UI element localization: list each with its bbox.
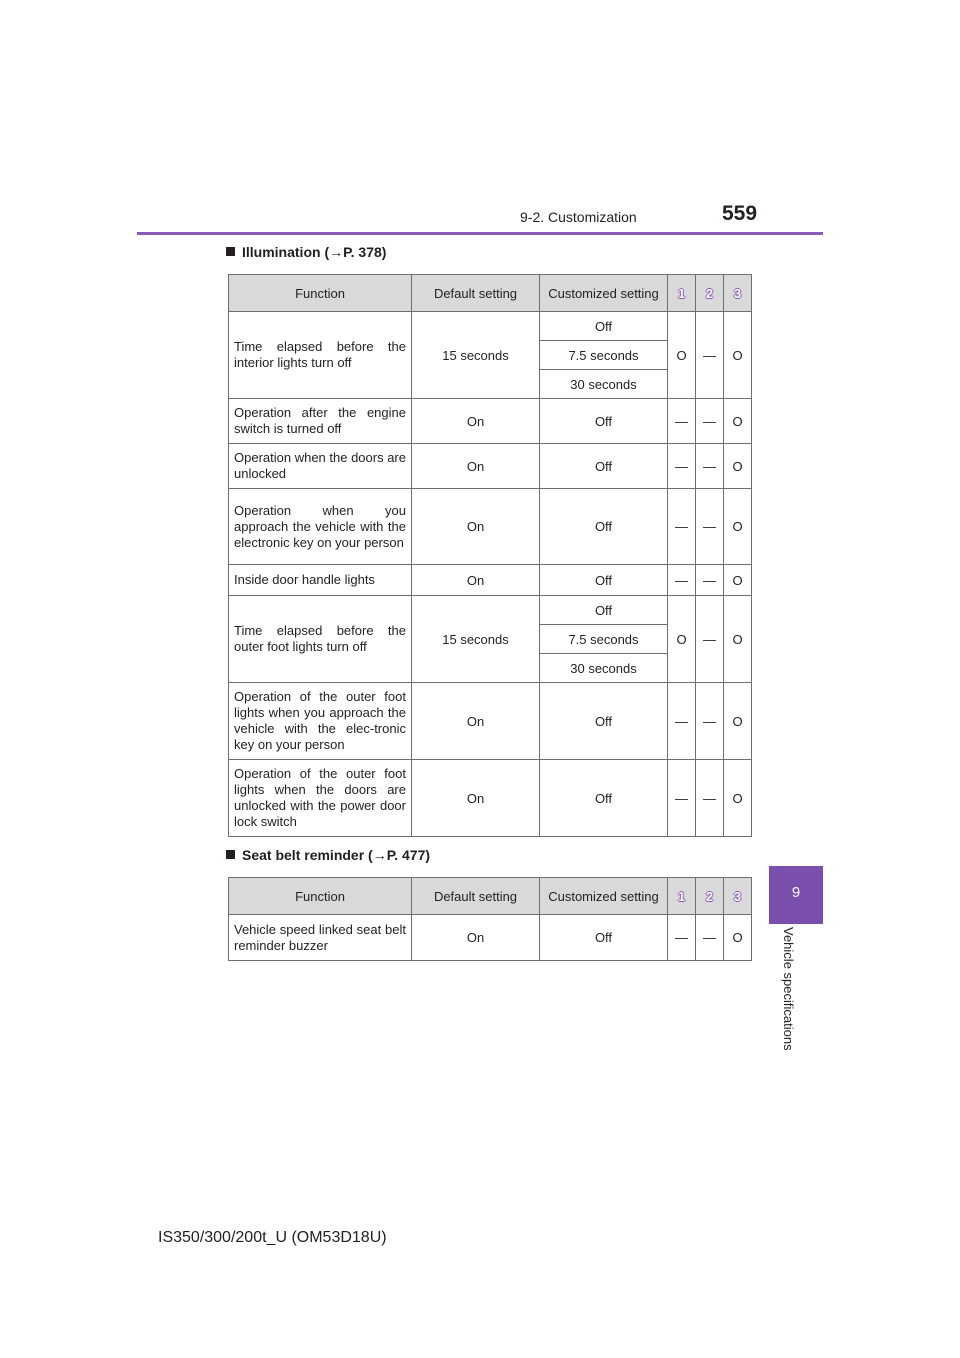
table-row: [229, 596, 752, 625]
function-cell: Operation after the engine switch is turned off: [229, 399, 412, 444]
custom-cell: Off: [540, 760, 668, 837]
option-cell: 30 seconds: [540, 654, 668, 683]
col3-cell: O: [724, 915, 752, 961]
function-cell: Inside door handle lights: [229, 565, 412, 596]
table-row: [229, 489, 752, 565]
function-cell: Operation of the outer foot lights when the doors are unlocked with the power door lock switch: [229, 760, 412, 837]
custom-cell: Off: [540, 444, 668, 489]
col3-cell: O: [724, 565, 752, 596]
col3-cell: O: [724, 683, 752, 760]
table-row: [229, 683, 752, 760]
number-1-icon: 1: [677, 285, 686, 301]
option-cell: Off: [540, 312, 668, 341]
col2-cell: —: [696, 399, 724, 444]
custom-cell: Off: [540, 489, 668, 565]
section-title: 9-2. Customization: [520, 209, 637, 225]
function-cell: Vehicle speed linked seat belt reminder buzzer: [229, 915, 412, 961]
header-function: Function: [229, 878, 412, 915]
illumination-table: [228, 274, 752, 837]
illumination-title-text: Illumination (→P. 378): [242, 244, 387, 260]
col2-cell: —: [696, 915, 724, 961]
header-col-2: [696, 878, 724, 915]
col1-cell: O: [668, 312, 696, 399]
col1-cell: —: [668, 760, 696, 837]
col2-cell: —: [696, 683, 724, 760]
page-number: 559: [722, 202, 758, 225]
option-cell: Off: [540, 596, 668, 625]
col2-cell: —: [696, 444, 724, 489]
table-header-row: [229, 275, 752, 312]
table-row: [229, 444, 752, 489]
header-col-1: [668, 878, 696, 915]
col3-cell: O: [724, 760, 752, 837]
function-cell: Time elapsed before the outer foot lights turn off: [229, 596, 412, 683]
col1-cell: —: [668, 399, 696, 444]
number-2-icon: 2: [705, 888, 714, 904]
header-default: Default setting: [412, 878, 540, 915]
header-col-3: [724, 878, 752, 915]
default-cell: 15 seconds: [412, 312, 540, 399]
function-cell: Time elapsed before the interior lights turn off: [229, 312, 412, 399]
default-cell: On: [412, 760, 540, 837]
default-cell: On: [412, 565, 540, 596]
custom-cell: Off: [540, 399, 668, 444]
default-cell: On: [412, 399, 540, 444]
col2-cell: —: [696, 565, 724, 596]
col3-cell: O: [724, 489, 752, 565]
table-row: [229, 312, 752, 341]
custom-cell: Off: [540, 915, 668, 961]
number-2-icon: 2: [705, 285, 714, 301]
seatbelt-table: [228, 877, 752, 961]
seatbelt-title: [226, 847, 430, 863]
custom-cell: Off: [540, 683, 668, 760]
custom-cell: Off: [540, 565, 668, 596]
col3-cell: O: [724, 596, 752, 683]
chapter-label: Vehicle specifications: [781, 927, 796, 1051]
header-function: Function: [229, 275, 412, 312]
function-cell: Operation of the outer foot lights when you approach the vehicle with the elec-tronic key on your person: [229, 683, 412, 760]
col1-cell: O: [668, 596, 696, 683]
bullet-square-icon: [226, 850, 235, 859]
default-cell: On: [412, 489, 540, 565]
bullet-square-icon: [226, 247, 235, 256]
col1-cell: —: [668, 444, 696, 489]
col2-cell: —: [696, 489, 724, 565]
default-cell: On: [412, 444, 540, 489]
table-row: [229, 399, 752, 444]
table-row: [229, 565, 752, 596]
header-custom: Customized setting: [540, 878, 668, 915]
default-cell: 15 seconds: [412, 596, 540, 683]
number-3-icon: 3: [733, 285, 742, 301]
header-col-3: [724, 275, 752, 312]
col1-cell: —: [668, 915, 696, 961]
option-cell: 7.5 seconds: [540, 625, 668, 654]
number-3-icon: 3: [733, 888, 742, 904]
illumination-title: [226, 244, 386, 260]
col3-cell: O: [724, 444, 752, 489]
table-header-row: [229, 878, 752, 915]
number-1-icon: 1: [677, 888, 686, 904]
header-default: Default setting: [412, 275, 540, 312]
table-row: [229, 915, 752, 961]
header-col-1: [668, 275, 696, 312]
col3-cell: O: [724, 312, 752, 399]
col1-cell: —: [668, 683, 696, 760]
col1-cell: —: [668, 489, 696, 565]
default-cell: On: [412, 683, 540, 760]
option-cell: 30 seconds: [540, 370, 668, 399]
col2-cell: —: [696, 596, 724, 683]
col1-cell: —: [668, 565, 696, 596]
header-rule: [137, 232, 823, 235]
seatbelt-title-text: Seat belt reminder (→P. 477): [242, 847, 431, 863]
function-cell: Operation when you approach the vehicle with the electronic key on your person: [229, 489, 412, 565]
default-cell: On: [412, 915, 540, 961]
option-cell: 7.5 seconds: [540, 341, 668, 370]
col2-cell: —: [696, 760, 724, 837]
chapter-tab: 9: [769, 866, 823, 924]
table-row: [229, 760, 752, 837]
col2-cell: —: [696, 312, 724, 399]
header-custom: Customized setting: [540, 275, 668, 312]
footer-model: IS350/300/200t_U (OM53D18U): [158, 1229, 387, 1246]
col3-cell: O: [724, 399, 752, 444]
header-col-2: [696, 275, 724, 312]
function-cell: Operation when the doors are unlocked: [229, 444, 412, 489]
